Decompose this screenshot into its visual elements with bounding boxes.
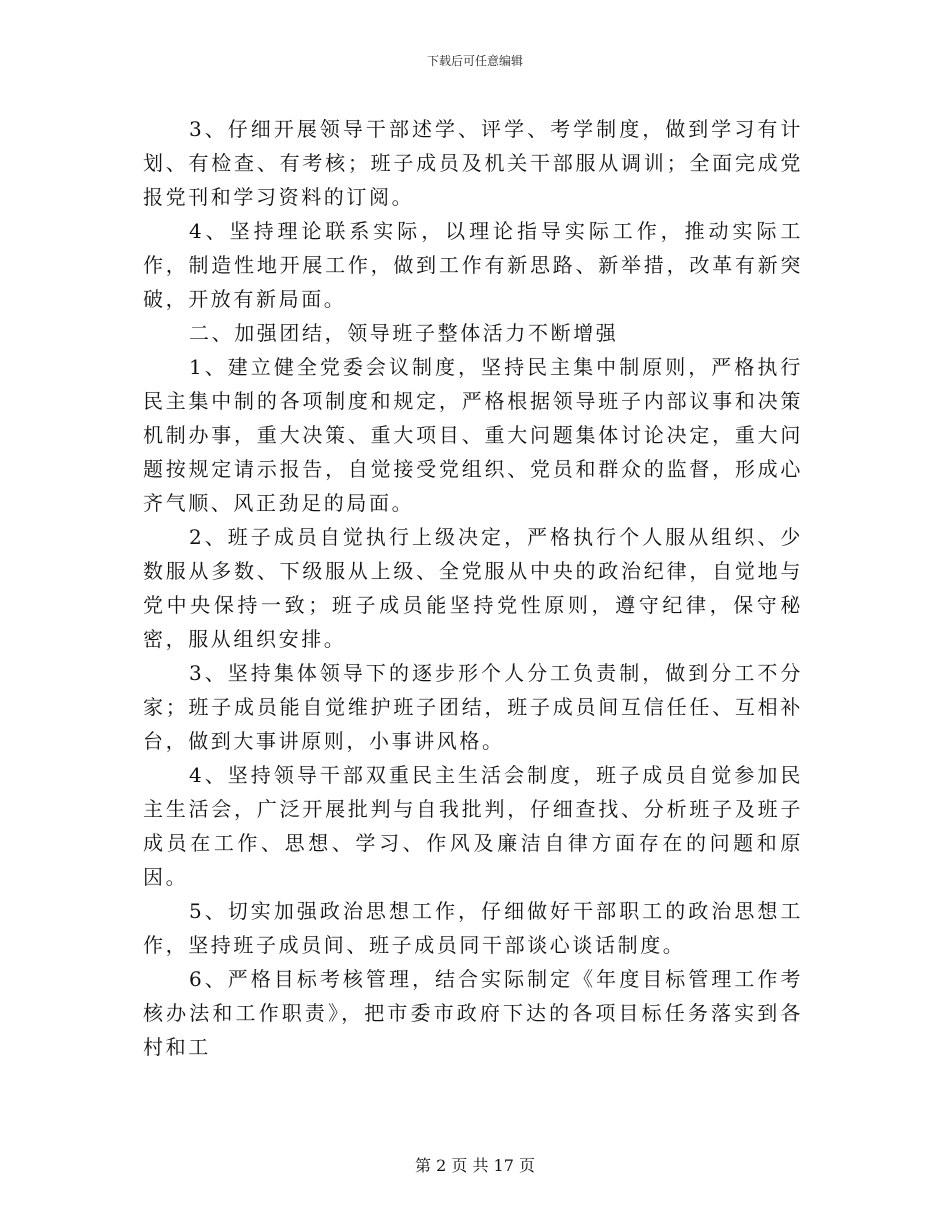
- paragraph: 4、坚持理论联系实际，以理论指导实际工作，推动实际工作，制造性地开展工作，做到工作有新思路、新举措，改革有新突破，开放有新局面。: [143, 219, 803, 311]
- paragraph: 3、坚持集体领导下的逐步形个人分工负责制，做到分工不分家；班子成员能自觉维护班子团结，班子成员间互信任任、互相补台，做到大事讲原则，小事讲风格。: [143, 661, 803, 753]
- paragraph: 3、仔细开展领导干部述学、评学、考学制度，做到学习有计划、有检查、有考核；班子成员及机关干部服从调训；全面完成党报党刊和学习资料的订阅。: [143, 117, 803, 209]
- section-heading: 二、加强团结，领导班子整体活力不断增强: [189, 321, 619, 345]
- paragraph: 1、建立健全党委会议制度，坚持民主集中制原则，严格执行民主集中制的各项制度和规定，严格根据领导班子内部议事和决策机制办事，重大决策、重大项目、重大问题集体讨论决定，重大问题按规定请示报告，自觉接受党组织、党员和群众的监督，形成心齐气顺、风正劲足的局面。: [143, 355, 803, 515]
- page-number-text: 第 2 页 共 17 页: [415, 1156, 535, 1175]
- document-body: [143, 112, 803, 1064]
- page-header: 下载后可任意编辑: [426, 54, 523, 68]
- page-footer: [0, 1155, 950, 1177]
- paragraph: 4、坚持领导干部双重民主生活会制度，班子成员自觉参加民主生活会，广泛开展批判与自我批判，仔细查找、分析班子及班子成员在工作、思想、学习、作风及廉洁自律方面存在的问题和原因。: [143, 763, 803, 889]
- paragraph: 2、班子成员自觉执行上级决定，严格执行个人服从组织、少数服从多数、下级服从上级、全党服从中央的政治纪律，自觉地与党中央保持一致；班子成员能坚持党性原则，遵守纪律，保守秘密，服从组织安排。: [143, 525, 803, 651]
- paragraph: 5、切实加强政治思想工作，仔细做好干部职工的政治思想工作，坚持班子成员间、班子成员同干部谈心谈话制度。: [143, 899, 803, 957]
- paragraph: 6、严格目标考核管理，结合实际制定《年度目标管理工作考核办法和工作职责》，把市委市政府下达的各项目标任务落实到各村和工: [143, 967, 803, 1059]
